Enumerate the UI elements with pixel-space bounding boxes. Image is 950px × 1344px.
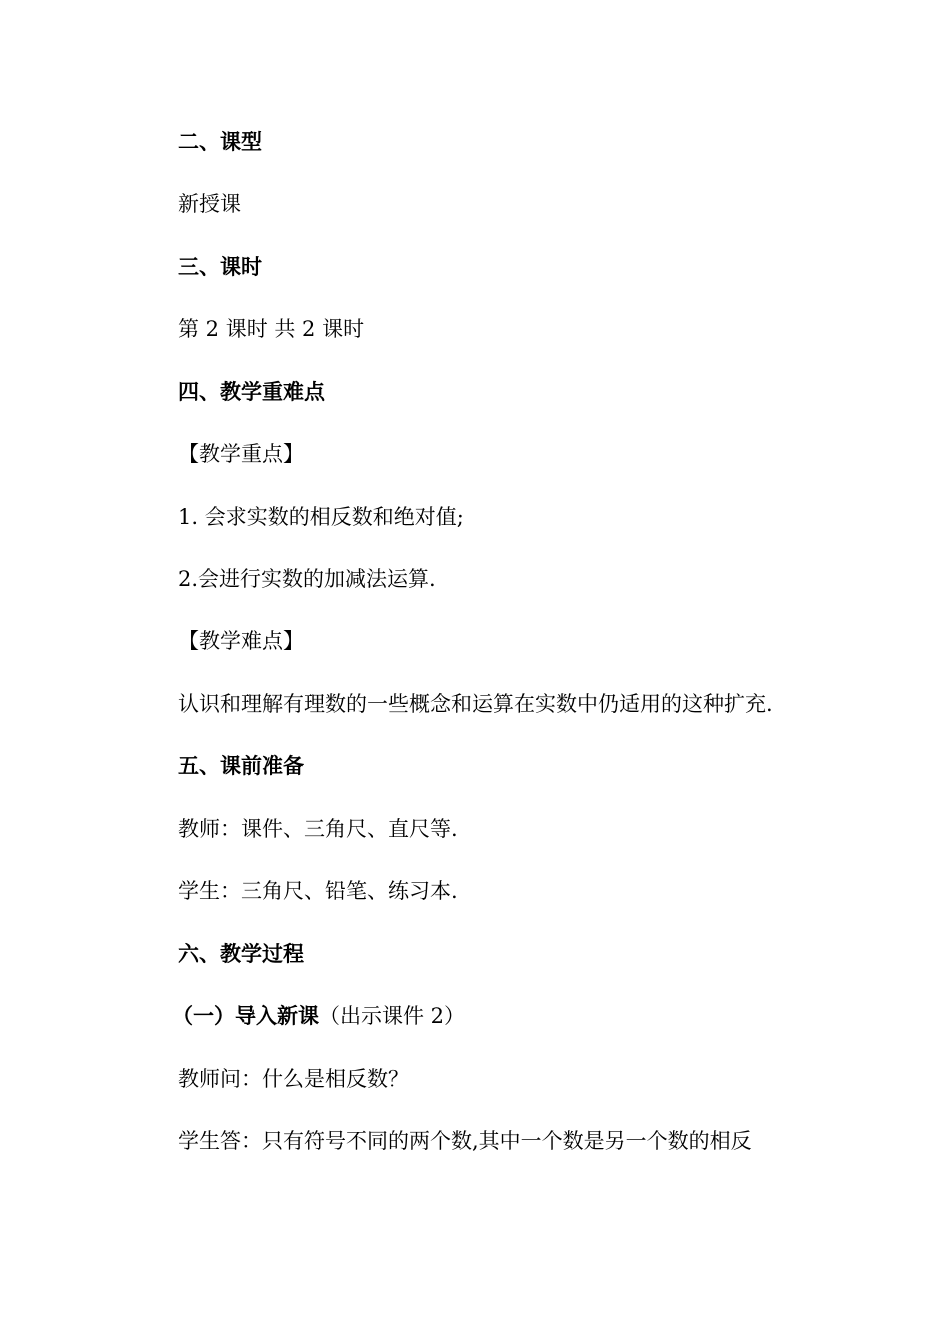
process-step-1-title: （一）导入新课 (172, 1004, 319, 1028)
course-type-text: 新授课 (178, 192, 241, 216)
process-step-1 (172, 1002, 465, 1030)
process-step-1-note: （出示课件 2） (319, 1004, 466, 1028)
class-hours-text: 第 2 课时 共 2 课时 (178, 317, 365, 341)
teaching-difficulty-label: 【教学难点】 (178, 629, 304, 653)
student-answer-text: 学生答：只有符号不同的两个数,其中一个数是另一个数的相反 (178, 1129, 752, 1153)
teacher-question-text: 教师问：什么是相反数？ (178, 1067, 409, 1091)
teaching-difficulty-text: 认识和理解有理数的一些概念和运算在实数中仍适用的这种扩充. (178, 692, 773, 716)
teaching-focus-item-1: 1. 会求实数的相反数和绝对值; (178, 505, 464, 529)
teaching-focus-label: 【教学重点】 (178, 442, 304, 466)
section-heading-key-points: 四、教学重难点 (178, 380, 325, 404)
student-preparation-text: 学生：三角尺、铅笔、练习本. (178, 879, 458, 903)
section-heading-course-type: 二、课型 (178, 130, 262, 154)
section-heading-process: 六、教学过程 (178, 942, 304, 966)
section-heading-class-hours: 三、课时 (178, 255, 262, 279)
teacher-preparation-text: 教师：课件、三角尺、直尺等. (178, 817, 458, 841)
section-heading-preparation: 五、课前准备 (178, 754, 304, 778)
teaching-focus-item-2: 2.会进行实数的加减法运算. (178, 567, 436, 591)
